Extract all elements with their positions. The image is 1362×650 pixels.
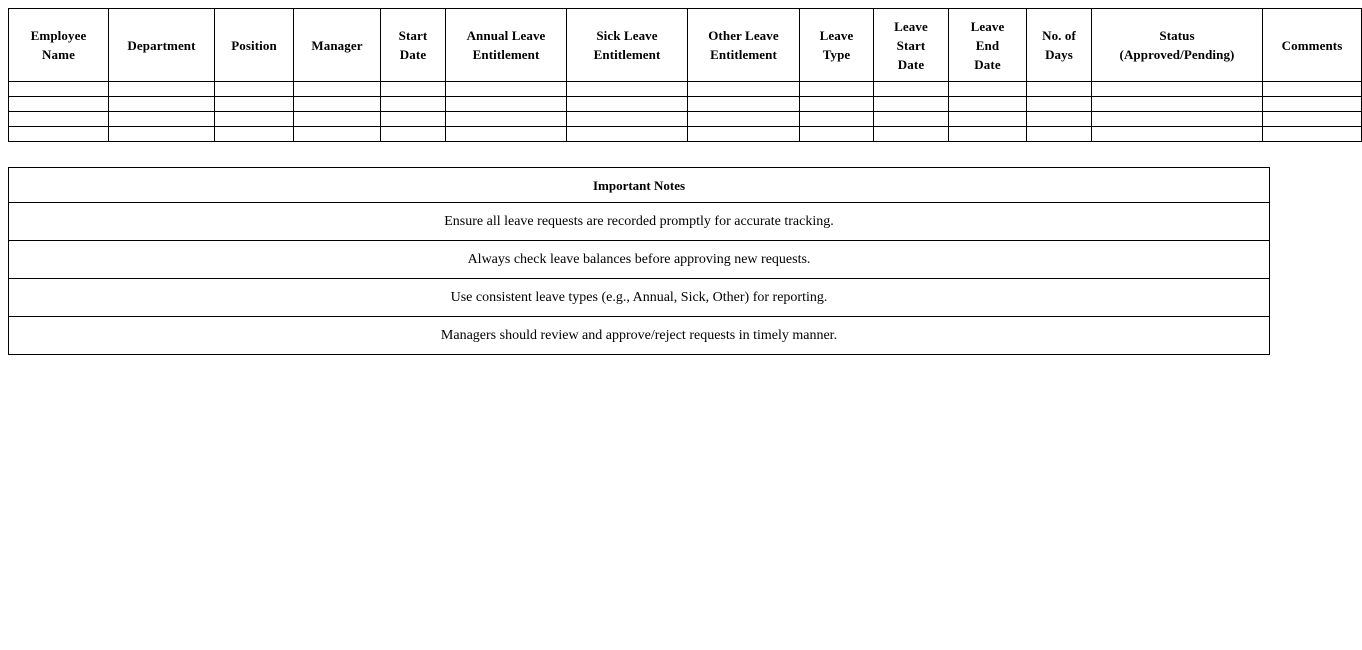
cell-leave-type[interactable]: [800, 82, 874, 97]
cell-manager[interactable]: [294, 97, 381, 112]
notes-table-body: [9, 203, 1270, 355]
cell-other-entitlement[interactable]: [688, 127, 800, 142]
cell-status[interactable]: [1092, 127, 1263, 142]
cell-position[interactable]: [215, 127, 294, 142]
column-header-manager: Manager: [294, 9, 381, 82]
column-header-sick-entitlement: Sick Leave Entitlement: [567, 9, 688, 82]
note-text: Always check leave balances before approving new requests.: [9, 241, 1270, 279]
note-text: Use consistent leave types (e.g., Annual, Sick, Other) for reporting.: [9, 279, 1270, 317]
cell-annual-entitlement[interactable]: [446, 112, 567, 127]
cell-start-date[interactable]: [381, 127, 446, 142]
cell-leave-start-date[interactable]: [874, 112, 949, 127]
cell-no-of-days[interactable]: [1027, 97, 1092, 112]
employee-leave-table: [8, 8, 1362, 142]
cell-comments[interactable]: [1263, 97, 1362, 112]
cell-sick-entitlement[interactable]: [567, 127, 688, 142]
cell-leave-end-date[interactable]: [949, 112, 1027, 127]
column-header-no-of-days: No. of Days: [1027, 9, 1092, 82]
cell-leave-start-date[interactable]: [874, 82, 949, 97]
cell-leave-end-date[interactable]: [949, 127, 1027, 142]
cell-annual-entitlement[interactable]: [446, 127, 567, 142]
header-row: [9, 9, 1362, 82]
note-text: Ensure all leave requests are recorded promptly for accurate tracking.: [9, 203, 1270, 241]
cell-leave-type[interactable]: [800, 97, 874, 112]
table-row[interactable]: [9, 112, 1362, 127]
cell-position[interactable]: [215, 82, 294, 97]
cell-start-date[interactable]: [381, 97, 446, 112]
important-notes-table: [8, 167, 1270, 355]
column-header-employee-name: Employee Name: [9, 9, 109, 82]
column-header-comments: Comments: [1263, 9, 1362, 82]
cell-status[interactable]: [1092, 97, 1263, 112]
cell-leave-type[interactable]: [800, 112, 874, 127]
notes-table-container: [8, 167, 1270, 355]
column-header-leave-end-date: Leave End Date: [949, 9, 1027, 82]
cell-annual-entitlement[interactable]: [446, 82, 567, 97]
table-row[interactable]: [9, 127, 1362, 142]
cell-position[interactable]: [215, 97, 294, 112]
cell-employee-name[interactable]: [9, 97, 109, 112]
leave-table-body: [9, 82, 1362, 142]
cell-employee-name[interactable]: [9, 127, 109, 142]
cell-position[interactable]: [215, 112, 294, 127]
notes-title-row: [9, 168, 1270, 203]
cell-other-entitlement[interactable]: [688, 82, 800, 97]
cell-leave-start-date[interactable]: [874, 97, 949, 112]
leave-table-container: [8, 8, 1343, 142]
note-row: [9, 279, 1270, 317]
cell-department[interactable]: [109, 97, 215, 112]
column-header-start-date: Start Date: [381, 9, 446, 82]
column-header-annual-entitlement: Annual Leave Entitlement: [446, 9, 567, 82]
cell-status[interactable]: [1092, 112, 1263, 127]
column-header-status: Status (Approved/Pending): [1092, 9, 1263, 82]
column-header-other-entitlement: Other Leave Entitlement: [688, 9, 800, 82]
cell-employee-name[interactable]: [9, 112, 109, 127]
cell-status[interactable]: [1092, 82, 1263, 97]
cell-manager[interactable]: [294, 112, 381, 127]
cell-department[interactable]: [109, 127, 215, 142]
notes-title: Important Notes: [9, 168, 1270, 203]
cell-sick-entitlement[interactable]: [567, 112, 688, 127]
cell-department[interactable]: [109, 82, 215, 97]
note-row: [9, 241, 1270, 279]
cell-leave-end-date[interactable]: [949, 97, 1027, 112]
column-header-department: Department: [109, 9, 215, 82]
note-text: Managers should review and approve/reject requests in timely manner.: [9, 317, 1270, 355]
cell-leave-type[interactable]: [800, 127, 874, 142]
cell-no-of-days[interactable]: [1027, 82, 1092, 97]
cell-department[interactable]: [109, 112, 215, 127]
cell-employee-name[interactable]: [9, 82, 109, 97]
note-row: [9, 203, 1270, 241]
column-header-leave-type: Leave Type: [800, 9, 874, 82]
cell-no-of-days[interactable]: [1027, 112, 1092, 127]
cell-other-entitlement[interactable]: [688, 112, 800, 127]
cell-leave-end-date[interactable]: [949, 82, 1027, 97]
cell-no-of-days[interactable]: [1027, 127, 1092, 142]
column-header-position: Position: [215, 9, 294, 82]
cell-comments[interactable]: [1263, 112, 1362, 127]
column-header-leave-start-date: Leave Start Date: [874, 9, 949, 82]
note-row: [9, 317, 1270, 355]
cell-start-date[interactable]: [381, 112, 446, 127]
cell-leave-start-date[interactable]: [874, 127, 949, 142]
leave-table-header: [9, 9, 1362, 82]
cell-sick-entitlement[interactable]: [567, 97, 688, 112]
cell-annual-entitlement[interactable]: [446, 97, 567, 112]
table-row[interactable]: [9, 97, 1362, 112]
table-row[interactable]: [9, 82, 1362, 97]
cell-comments[interactable]: [1263, 127, 1362, 142]
cell-manager[interactable]: [294, 127, 381, 142]
cell-start-date[interactable]: [381, 82, 446, 97]
cell-comments[interactable]: [1263, 82, 1362, 97]
notes-table-header: [9, 168, 1270, 203]
cell-manager[interactable]: [294, 82, 381, 97]
cell-sick-entitlement[interactable]: [567, 82, 688, 97]
cell-other-entitlement[interactable]: [688, 97, 800, 112]
